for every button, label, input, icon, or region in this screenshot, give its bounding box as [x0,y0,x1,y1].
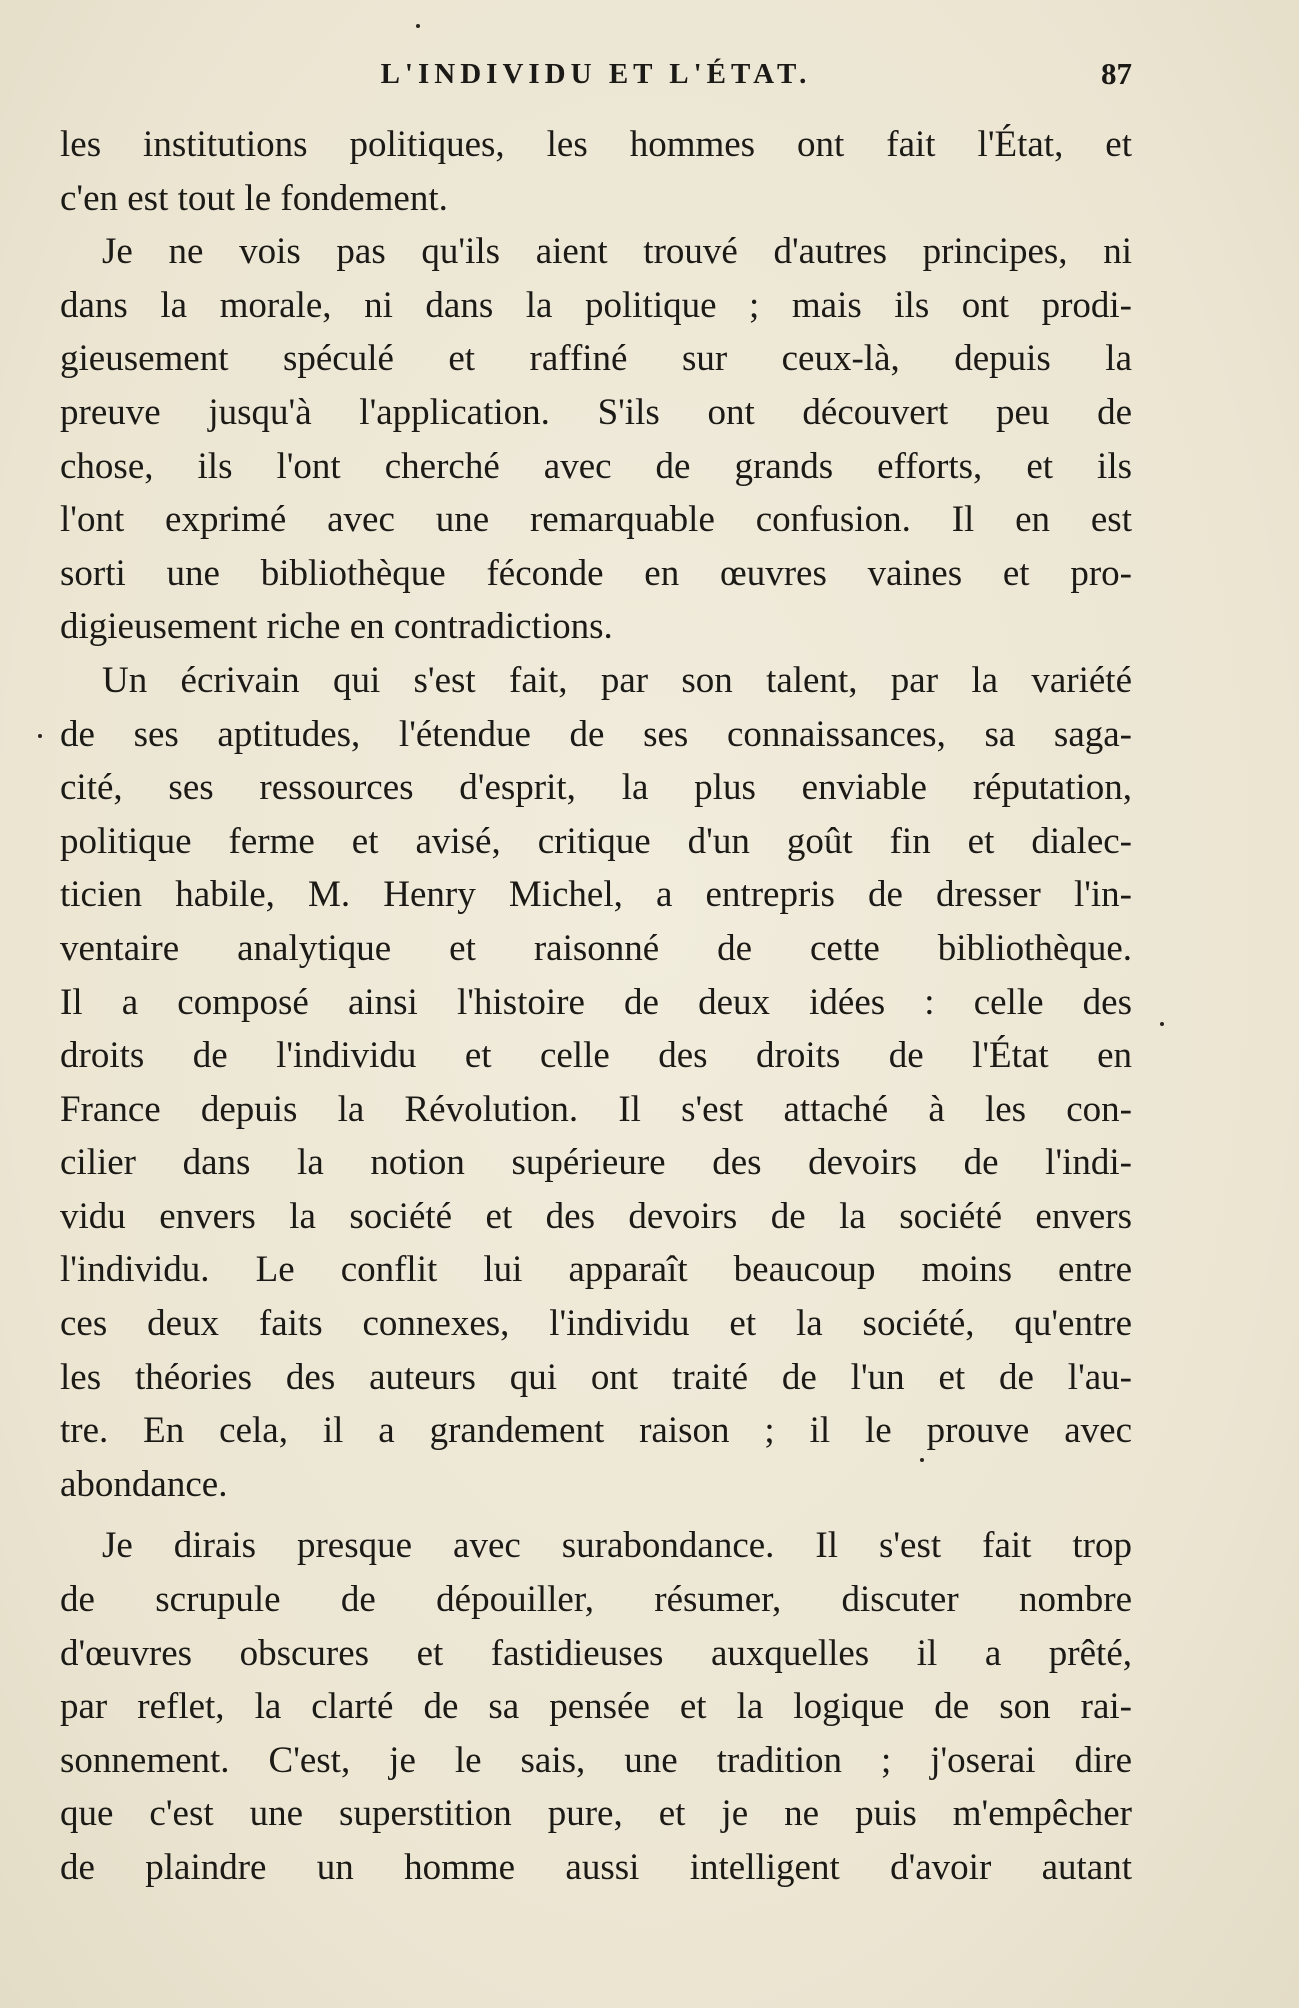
text-line: tre. En cela, il a grandement raison ; il le prouve avec [60,1410,1132,1452]
ink-speck [416,24,420,28]
text-line: cilier dans la notion supérieure des devoirs de l'indi- [60,1142,1132,1184]
body-text [60,118,1132,1895]
text-line: Un écrivain qui s'est fait, par son talent, par la variété [102,659,1132,701]
text-line: l'ont exprimé avec une remarquable confusion. Il en est [60,499,1132,541]
text-line: chose, ils l'ont cherché avec de grands efforts, et ils [60,445,1132,487]
text-line: les théories des auteurs qui ont traité de l'un et de l'au- [60,1356,1132,1398]
text-line: Il a composé ainsi l'histoire de deux idées : celle des [60,981,1132,1023]
page-number: 87 [1101,56,1132,91]
ink-speck [38,734,42,738]
text-line: abondance. [60,1463,228,1505]
paragraph-3 [60,654,1132,1512]
text-line: c'en est tout le fondement. [60,177,448,219]
text-line: ticien habile, M. Henry Michel, a entrepris de dresser l'in- [60,874,1132,916]
text-line: France depuis la Révolution. Il s'est attaché à les con- [60,1088,1132,1130]
text-line: l'individu. Le conflit lui apparaît beaucoup moins entre [60,1249,1132,1291]
text-line: politique ferme et avisé, critique d'un goût fin et dialec- [60,820,1132,862]
text-line: d'œuvres obscures et fastidieuses auxquelles il a prêté, [60,1632,1132,1674]
text-line: sorti une bibliothèque féconde en œuvres vaines et pro- [60,552,1132,594]
text-line: Je ne vois pas qu'ils aient trouvé d'autres principes, ni [102,231,1132,273]
text-line: vidu envers la société et des devoirs de la société envers [60,1195,1132,1237]
text-line: gieusement spéculé et raffiné sur ceux-là, depuis la [60,338,1132,380]
text-line: Je dirais presque avec surabondance. Il s'est fait trop [102,1525,1132,1567]
text-line: preuve jusqu'à l'application. S'ils ont découvert peu de [60,391,1132,433]
ink-speck [920,1458,924,1462]
running-title: L'INDIVIDU ET L'ÉTAT. [380,58,812,90]
text-line: droits de l'individu et celle des droits de l'État en [60,1035,1132,1077]
text-line: de plaindre un homme aussi intelligent d'avoir autant [60,1847,1132,1888]
text-line: que c'est une superstition pure, et je ne puis m'empêcher [60,1793,1132,1835]
paragraph-2 [60,225,1132,654]
text-line: de scrupule de dépouiller, résumer, discuter nombre [60,1579,1132,1621]
text-line: ces deux faits connexes, l'individu et la société, qu'entre [60,1303,1132,1345]
text-line: les institutions politiques, les hommes ont fait l'État, et [60,124,1132,165]
text-line: dans la morale, ni dans la politique ; mais ils ont prodi- [60,284,1132,326]
text-line: sonnement. C'est, je le sais, une tradition ; j'oserai dire [60,1739,1132,1781]
text-line: de ses aptitudes, l'étendue de ses connaissances, sa saga- [60,713,1132,755]
paragraph-1 [60,118,1132,225]
ink-speck [1160,1022,1164,1026]
text-line: digieusement riche en contradictions. [60,606,613,648]
running-head [60,48,1132,108]
text-line: par reflet, la clarté de sa pensée et la logique de son rai- [60,1686,1132,1728]
text-line: cité, ses ressources d'esprit, la plus enviable réputation, [60,767,1132,809]
text-line: ventaire analytique et raisonné de cette bibliothèque. [60,927,1132,969]
paragraph-4 [60,1519,1132,1894]
